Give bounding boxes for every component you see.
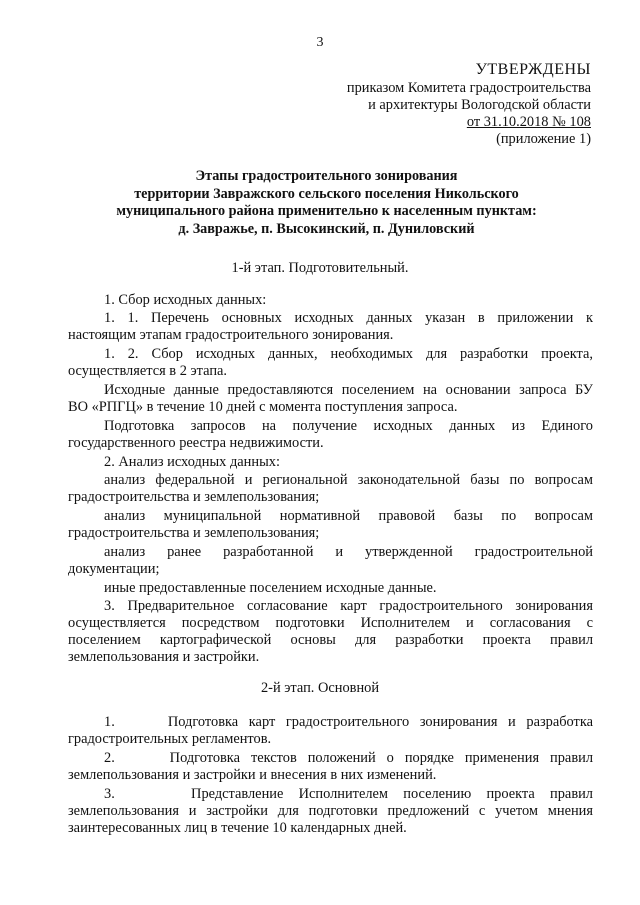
paragraph [68, 544, 593, 578]
paragraph-line: заинтересованных лиц в течение 10 календарных дней. [68, 820, 407, 836]
paragraph-line: землепользования и застройки для подготовки предложений с учетом мнения [68, 803, 593, 819]
paragraph [68, 750, 593, 784]
paragraph-line: Подготовка запросов на получение исходных данных из Единого [104, 418, 593, 434]
paragraph [68, 714, 593, 748]
title-line: муниципального района применительно к населенным пунктам: [116, 203, 537, 219]
paragraph-line: градостроительства и землепользования; [68, 525, 320, 541]
paragraph [68, 346, 593, 380]
paragraph [68, 310, 593, 344]
paragraph-line: анализ муниципальной нормативной правовой базы по вопросам [104, 508, 593, 524]
paragraph-line: 2. Подготовка текстов положений о порядке применения правил [104, 750, 593, 766]
paragraph: 2. Анализ исходных данных: [104, 454, 280, 470]
paragraph-line: документации; [68, 561, 160, 577]
approval-order-number: от 31.10.2018 № 108 [466, 114, 591, 130]
paragraph-line: 1. 2. Сбор исходных данных, необходимых для разработки проекта, [104, 346, 593, 362]
paragraph-line: землепользования и застройки и внесения в них изменений. [68, 767, 437, 783]
title-line: д. Завражье, п. Высокинский, п. Дуниловский [178, 220, 475, 237]
paragraph-line: 1. 1. Перечень основных исходных данных указан в приложении к [104, 310, 593, 326]
paragraph-line: осуществляется посредством подготовки Исполнителем и согласования с [68, 615, 593, 631]
paragraph-line: ВО «РПГЦ» в течение 10 дней с момента поступления запроса. [68, 399, 458, 415]
paragraph-line: анализ федеральной и региональной законодательной базы по вопросам [104, 472, 593, 488]
paragraph-line: государственного реестра недвижимости. [68, 435, 324, 451]
paragraph-line: 3. Представление Исполнителем поселению проекта правил [104, 786, 593, 802]
paragraph-line: градостроительных регламентов. [68, 731, 272, 747]
approval-block [347, 60, 591, 148]
paragraph [68, 786, 593, 837]
title-line: Этапы градостроительного зонирования [195, 168, 458, 184]
paragraph [68, 472, 593, 506]
paragraph-line: настоящим этапам градостроительного зонирования. [68, 327, 394, 343]
paragraph [68, 508, 593, 542]
paragraph-line: 3. Предварительное согласование карт градостроительного зонирования [104, 598, 593, 614]
paragraph-line: градостроительства и землепользования; [68, 489, 320, 505]
paragraph [68, 418, 593, 452]
approval-line: приказом Комитета градостроительства [346, 80, 591, 96]
paragraph-line: землепользования и застройки. [68, 649, 260, 665]
stage1-heading: 1-й этап. Подготовительный. [231, 260, 409, 276]
stage2-heading: 2-й этап. Основной [260, 680, 380, 696]
approval-line: (приложение 1) [496, 131, 591, 147]
paragraph [68, 382, 593, 416]
paragraph: 1. Сбор исходных данных: [104, 292, 267, 308]
paragraph-line: анализ ранее разработанной и утвержденной градостроительной [104, 544, 593, 560]
approval-heading: УТВЕРЖДЕНЫ [475, 61, 591, 78]
paragraph-line: 1. Подготовка карт градостроительного зонирования и разработка [104, 714, 593, 730]
paragraph-line: Исходные данные предоставляются поселением на основании запроса БУ [104, 382, 593, 398]
title-line: территории Завражского сельского поселения Никольского [134, 185, 519, 202]
paragraph [68, 598, 593, 666]
paragraph-line: осуществляется в 2 этапа. [68, 363, 228, 379]
document-title [60, 168, 593, 238]
approval-line: и архитектуры Вологодской области [368, 97, 591, 113]
paragraph: иные предоставленные поселением исходные данные. [104, 580, 437, 596]
paragraph-line: поселением картографической основы для разработки проекта правил [68, 632, 593, 648]
page-number: 3 [316, 35, 324, 50]
